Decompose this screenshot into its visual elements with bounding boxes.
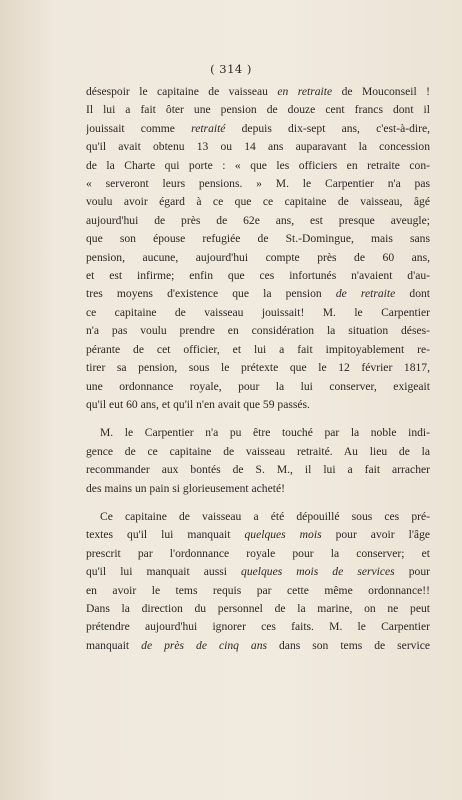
text-line: aujourd'hui de près de 62e ans, est presque aveugle; <box>86 213 430 227</box>
text-line: des mains un pain si glorieusement acheté! <box>86 481 285 495</box>
text-line: recommander aux bontés de S. M., il lui a fait arracher <box>86 463 430 477</box>
text-line: qu'il avait obtenu 13 ou 14 ans auparavant la concession <box>86 140 430 154</box>
italic-text: de retraite <box>335 287 396 301</box>
text-line: de la Charte qui porte : « que les officiers en retraite con- <box>86 158 430 172</box>
text-line: ce capitaine de vaisseau jouissait! M. le Carpentier <box>86 305 430 319</box>
italic-text: retraité <box>191 121 226 135</box>
italic-text: en retraite <box>277 85 333 98</box>
text-line: jouissait comme retraité depuis dix-sept ans, c'est-à-dire, <box>86 121 430 135</box>
text-line: voulu avoir égard à ce que ce capitaine de vaisseau, âgé <box>86 195 430 209</box>
paragraph-gap <box>86 414 430 424</box>
text-line: en avoir le tems requis par cette même ordonnance!! <box>86 583 430 597</box>
text-line: pension, aucune, aujourd'hui compte près de 60 ans, <box>86 250 430 264</box>
text-line: n'a pas voulu prendre en considération la situation déses- <box>86 324 430 338</box>
text-line: Ce capitaine de vaisseau a été dépouillé sous ces pré- <box>100 509 430 523</box>
text-line: et est infirme; enfin que ces infortunés n'avaient d'au- <box>86 269 430 283</box>
body-text <box>86 83 430 655</box>
text-line: Il lui a fait ôter une pension de douze cent francs dont il <box>86 103 430 117</box>
text-line: qu'il lui manquait aussi quelques mois de services pour <box>86 565 430 579</box>
text-line: textes qu'il lui manquait quelques mois pour avoir l'âge <box>86 528 430 542</box>
text-line: tirer sa pension, sous le prétexte que le 12 février 1817, <box>86 361 430 375</box>
paragraph-gap <box>86 498 430 508</box>
text-line: que son épouse refugiée de St.-Domingue, mais sans <box>86 232 430 246</box>
text-line: une ordonnance royale, pour la lui conserver, exigeait <box>86 379 430 393</box>
page-number: ( 314 ) <box>210 62 252 76</box>
text-line: prétendre aujourd'hui ignorer ces faits. M. le Carpentier <box>86 620 430 634</box>
italic-text: quelques mois de services <box>241 565 395 579</box>
text-line: qu'il eut 60 ans, et qu'il n'en avait que 59 passés. <box>86 397 310 411</box>
italic-text: de près de cinq ans <box>141 638 268 652</box>
text-line: tres moyens d'existence que la pension de retraite dont <box>86 287 430 301</box>
text-line: Dans la direction du personnel de la marine, on ne peut <box>86 601 430 615</box>
text-line: M. le Carpentier n'a pu être touché par la noble indi- <box>100 426 430 440</box>
text-line: « serveront leurs pensions. » M. le Carpentier n'a pas <box>86 177 430 191</box>
italic-text: quelques mois <box>244 528 322 542</box>
text-line: prescrit par l'ordonnance royale pour la conserver; et <box>86 546 430 560</box>
text-line: manquait de près de cinq ans dans son tems de service <box>86 638 430 652</box>
text-line: pérante de cet officier, et lui a fait impitoyablement re- <box>86 342 430 356</box>
text-line: désespoir le capitaine de vaisseau en retraite de Mouconseil ! <box>86 85 430 98</box>
text-line: gence de ce capitaine de vaisseau retraité. Au lieu de la <box>86 444 430 458</box>
